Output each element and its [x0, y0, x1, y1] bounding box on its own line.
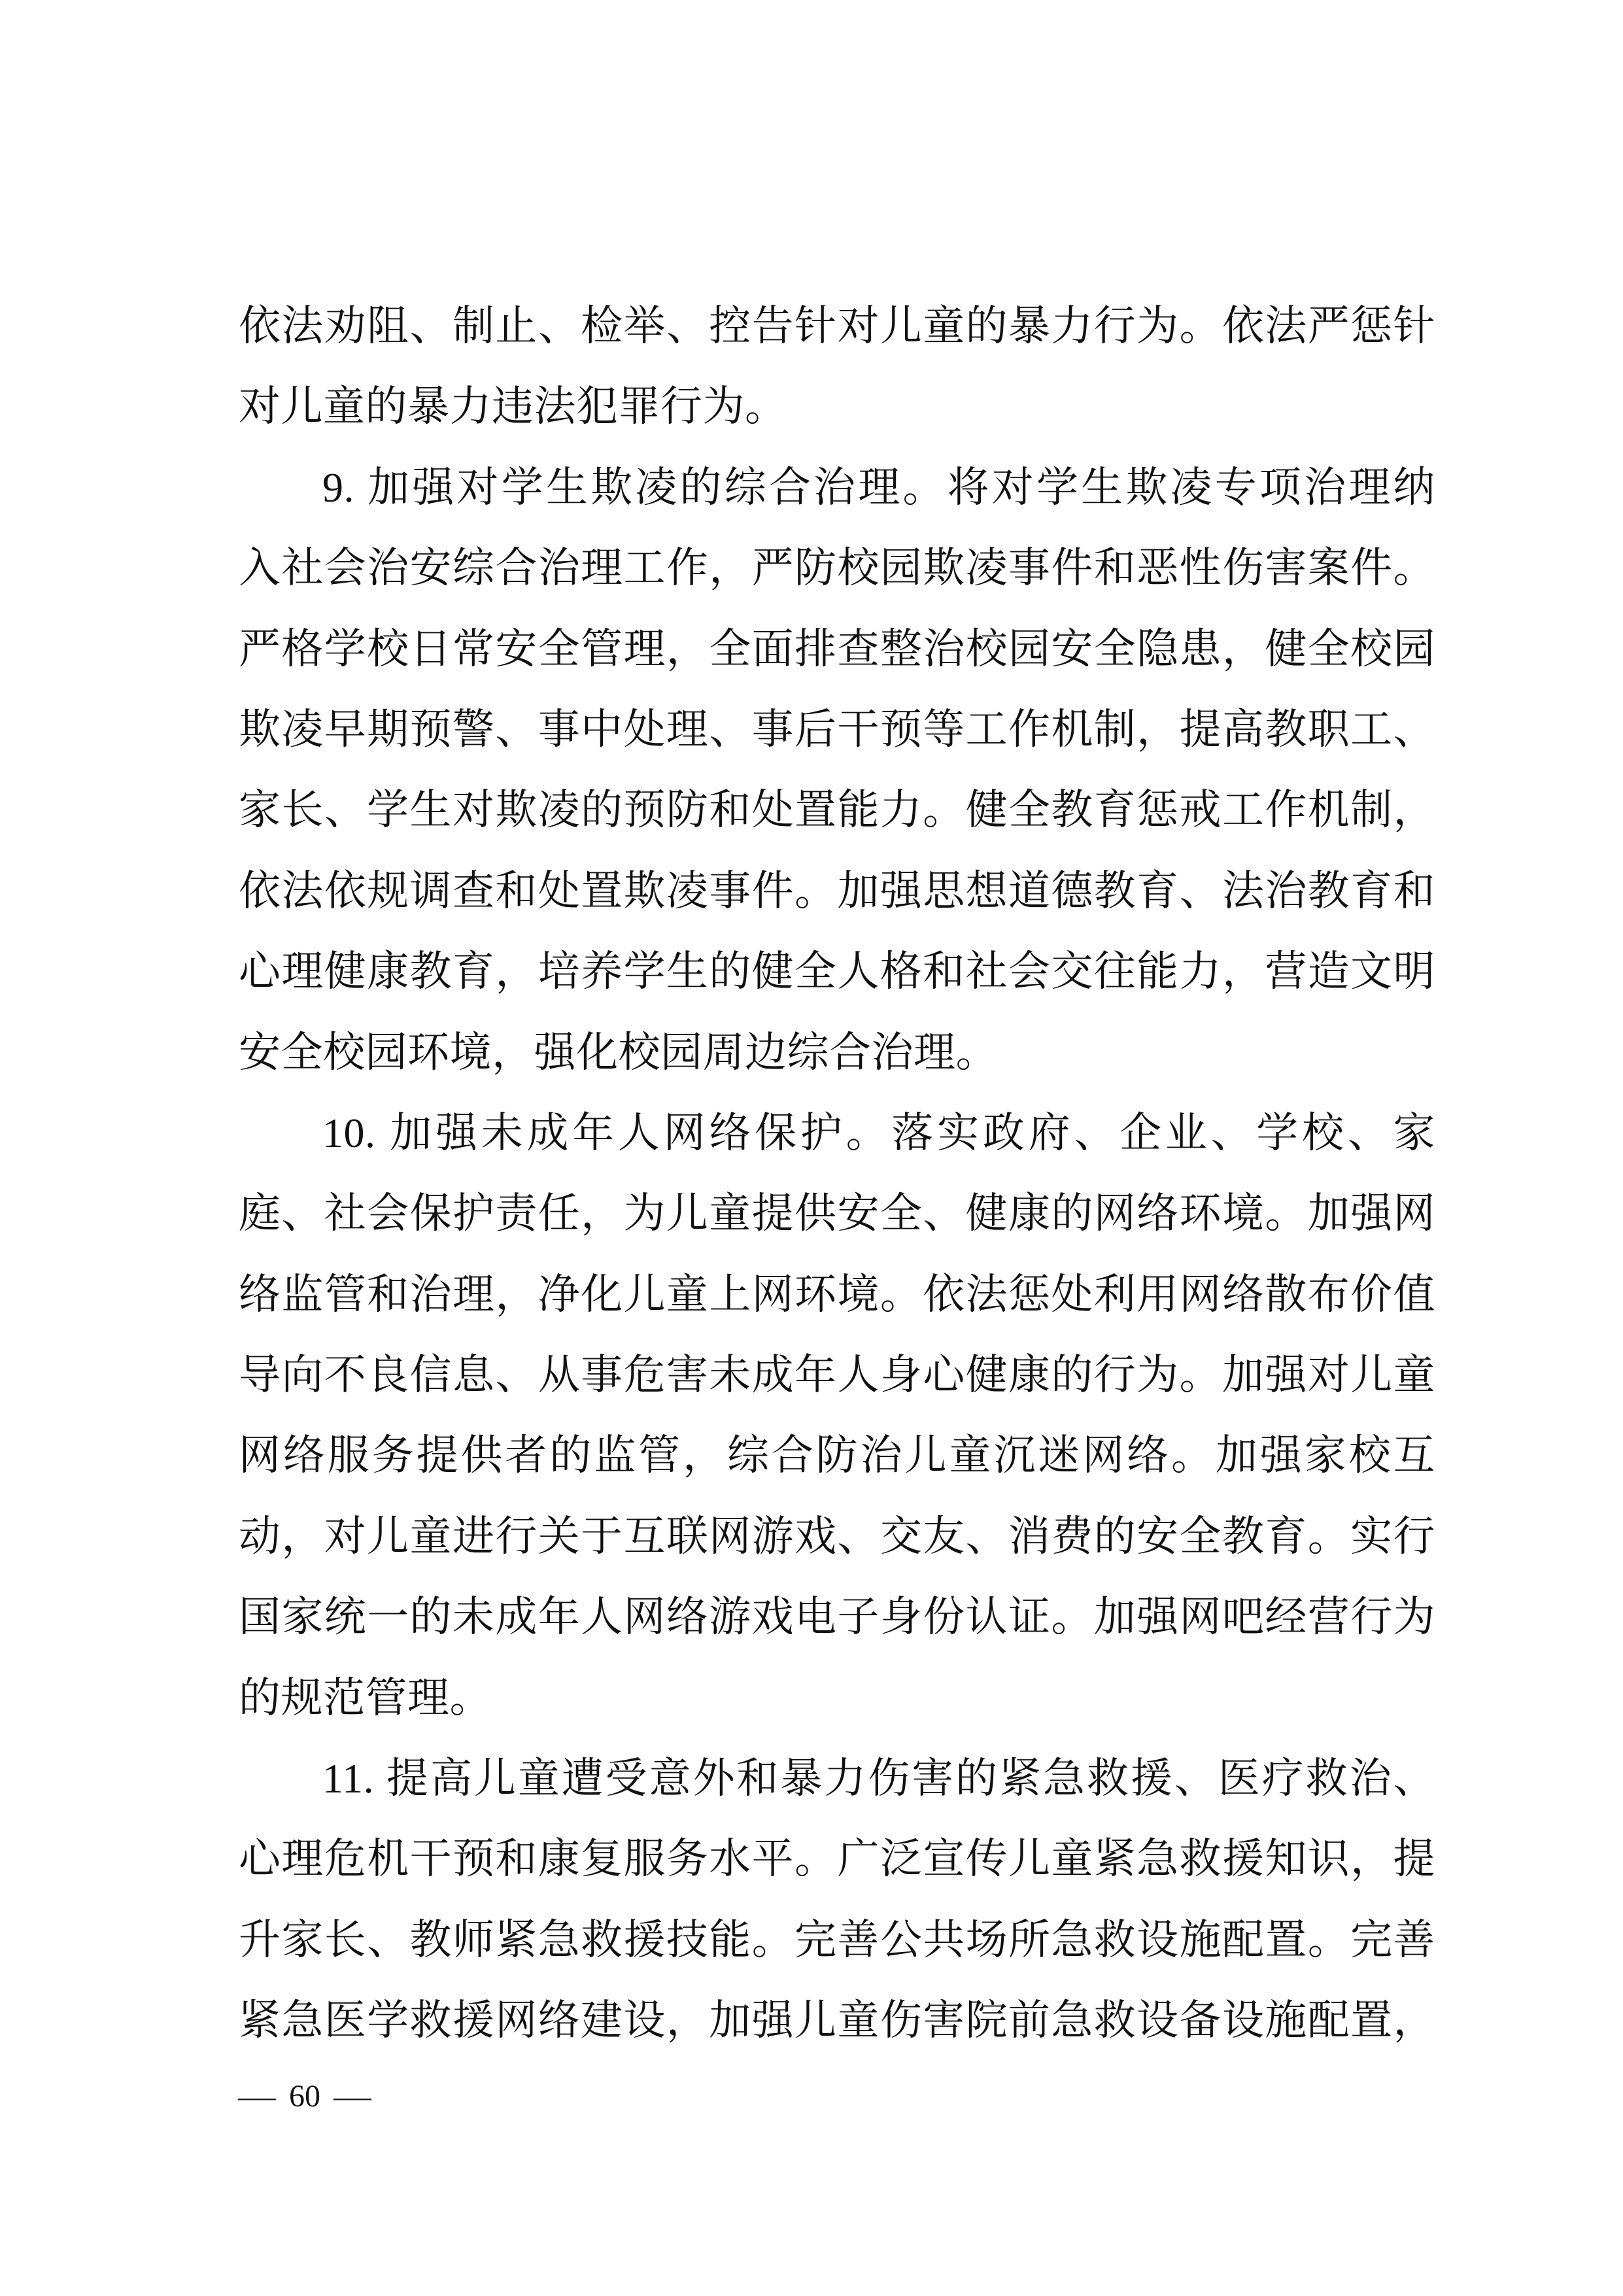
text-line: 的规范管理。	[239, 1674, 492, 1721]
text-line-item-9-start: 9. 加强对学生欺凌的综合治理。将对学生欺凌专项治理纳	[322, 464, 1435, 511]
text-line: 动，对儿童进行关于互联网游戏、交友、消费的安全教育。实行	[239, 1513, 1435, 1560]
text-line: 对儿童的暴力违法犯罪行为。	[239, 383, 787, 430]
text-line: 安全校园环境，强化校园周边综合治理。	[239, 1029, 998, 1076]
text-line-item-11-start: 11. 提高儿童遭受意外和暴力伤害的紧急救援、医疗救治、	[322, 1755, 1435, 1802]
text-line: 入社会治安综合治理工作，严防校园欺凌事件和恶性伤害案件。	[239, 545, 1435, 592]
text-line-item-10-start: 10. 加强未成年人网络保护。落实政府、企业、学校、家	[322, 1109, 1435, 1156]
body-text	[239, 286, 1435, 2061]
text-line: 升家长、教师紧急救援技能。完善公共场所急救设施配置。完善	[239, 1916, 1435, 1963]
text-line: 严格学校日常安全管理，全面排查整治校园安全隐患，健全校园	[239, 625, 1435, 672]
page-number: 60	[289, 2079, 320, 2114]
text-line: 国家统一的未成年人网络游戏电子身份认证。加强网吧经营行为	[239, 1594, 1435, 1641]
text-line: 紧急医学救援网络建设，加强儿童伤害院前急救设备设施配置，	[239, 1997, 1435, 2044]
text-line: 欺凌早期预警、事中处理、事后干预等工作机制，提高教职工、	[239, 706, 1435, 753]
text-line: 心理健康教育，培养学生的健全人格和社会交往能力，营造文明	[239, 948, 1435, 995]
page-footer	[238, 2078, 371, 2114]
text-line: 依法劝阻、制止、检举、控告针对儿童的暴力行为。依法严惩针	[239, 303, 1435, 349]
footer-dash-right: —	[333, 2080, 371, 2113]
footer-dash-left: —	[238, 2080, 276, 2113]
text-line: 导向不良信息、从事危害未成年人身心健康的行为。加强对儿童	[239, 1352, 1435, 1399]
text-line: 庭、社会保护责任，为儿童提供安全、健康的网络环境。加强网	[239, 1190, 1435, 1237]
text-line: 家长、学生对欺凌的预防和处置能力。健全教育惩戒工作机制，	[239, 787, 1435, 834]
text-line: 络监管和治理，净化儿童上网环境。依法惩处利用网络散布价值	[239, 1271, 1435, 1318]
text-line: 心理危机干预和康复服务水平。广泛宣传儿童紧急救援知识，提	[239, 1836, 1435, 1883]
text-line: 网络服务提供者的监管，综合防治儿童沉迷网络。加强家校互	[239, 1432, 1435, 1479]
text-line: 依法依规调查和处置欺凌事件。加强思想道德教育、法治教育和	[239, 867, 1435, 914]
